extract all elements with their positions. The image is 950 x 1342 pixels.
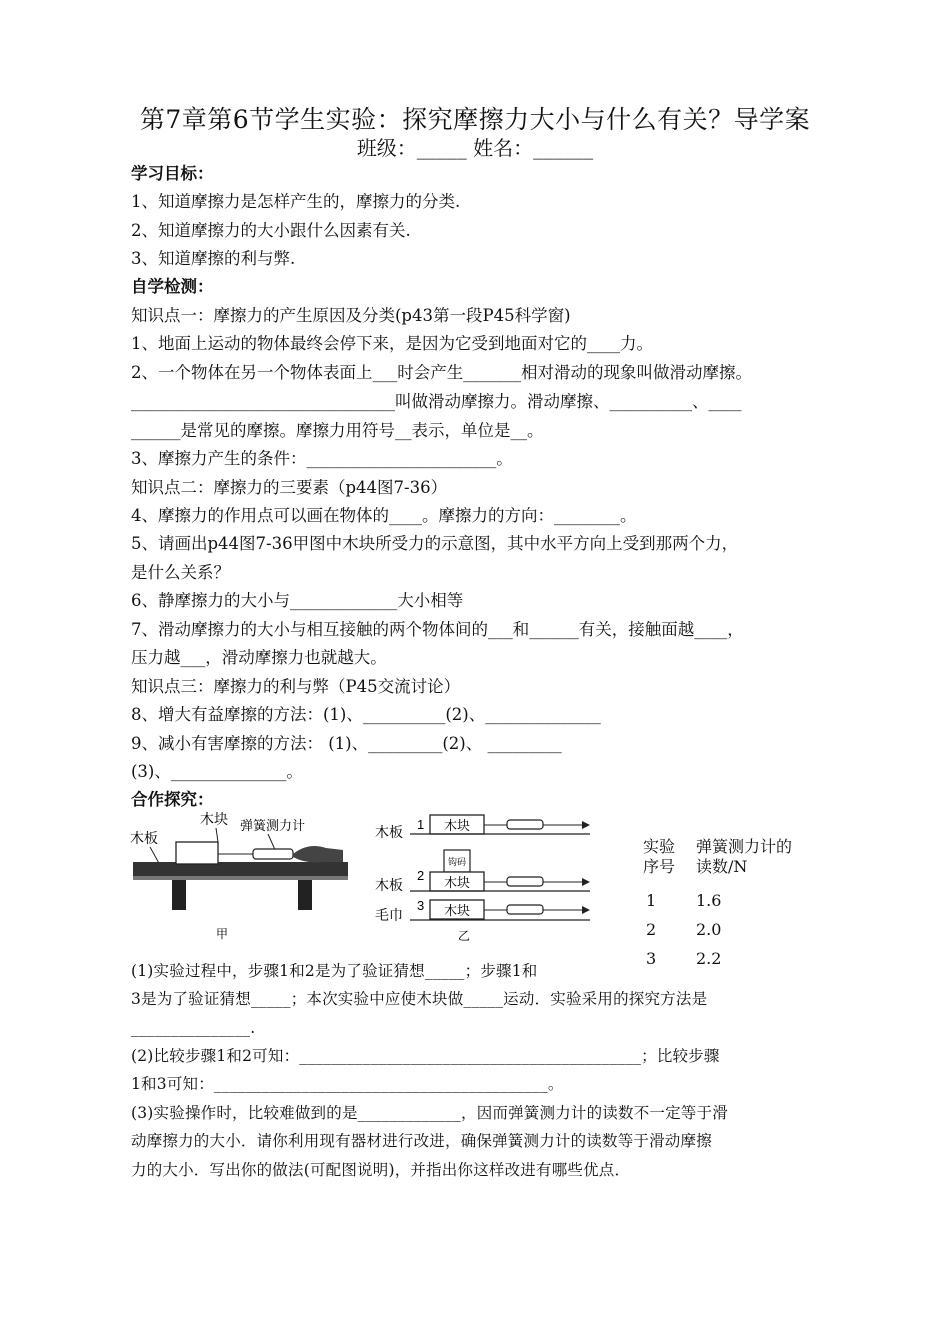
text-line: 3、知道摩擦的利与弊. (131, 249, 296, 268)
figure-a (128, 810, 353, 945)
text-line: 1、知道摩擦力是怎样产生的，摩擦力的分类. (131, 192, 461, 211)
hand-shape (293, 846, 343, 862)
text-line: 知识点二：摩擦力的三要素（p44图7-36） (131, 478, 448, 497)
spring-scale (507, 820, 543, 829)
block-label: 木块 (444, 818, 471, 833)
text-line: ______是常见的摩擦。摩擦力用符号__表示，单位是__。 (131, 421, 544, 440)
text-line: 2、知道摩擦力的大小跟什么因素有关. (131, 221, 411, 240)
question-line: (1)实验过程中，步骤1和2是为了验证猜想_____；步骤1和 (131, 962, 538, 980)
text-line: 2、一个物体在另一个物体表面上___时会产生_______相对滑动的现象叫做滑动摩擦。 (131, 363, 752, 382)
text-line: 6、静摩擦力的大小与_____________大小相等 (131, 591, 464, 610)
section-heading: 学习目标： (131, 164, 214, 183)
step-number: 1 (417, 817, 425, 832)
wood-block (176, 842, 218, 864)
text-line: 3、摩擦力产生的条件：_______________________。 (131, 449, 513, 468)
figure-b (372, 810, 597, 945)
spring-scale (507, 905, 543, 914)
spring-scale (507, 877, 543, 886)
question-line: 动摩擦力的大小．请你利用现有器材进行改进，确保弹簧测力计的读数等于滑动摩擦 (131, 1132, 712, 1150)
label-block: 木块 (200, 811, 228, 827)
arrow-head (582, 821, 590, 829)
text-line: 知识点一：摩擦力的产生原因及分类(p43第一段P45科学窗) (131, 306, 571, 325)
text-line: 8、增大有益摩擦的方法：(1)、__________(2)、______________ (131, 705, 601, 724)
section-heading: 合作探究： (131, 790, 214, 809)
text-line: (3)、______________。 (131, 762, 303, 781)
surface-label: 木板 (375, 824, 403, 840)
question-line: 3是为了验证猜想_____；本次实验中应使木块做_____运动．实验采用的探究方法是 (131, 990, 708, 1008)
spring-scale (253, 849, 293, 859)
text-line: 1、地面上运动的物体最终会停下来，是因为它受到地面对它的____力。 (131, 334, 653, 353)
text-line: 5、请画出p44图7-36甲图中木块所受力的示意图，其中水平方向上受到那两个力， (131, 534, 739, 553)
surface-label: 毛巾 (375, 907, 403, 923)
question-line: (3)实验操作时，比较难做到的是_____________，因而弹簧测力计的读数不一定等于滑 (131, 1104, 728, 1122)
header-reading-1: 弹簧测力计的 (696, 837, 793, 856)
text-line: ________________________________叫做滑动摩擦力。滑动摩擦、__________、____ (131, 392, 742, 411)
question-line: _______________. (131, 1019, 256, 1037)
label-meter: 弹簧测力计 (240, 818, 306, 833)
arrow-head (582, 906, 590, 914)
label-board: 木板 (130, 830, 158, 846)
question-line: (2)比较步骤1和2可知：___________________________________________；比较步骤 (131, 1047, 720, 1065)
board-edge (133, 876, 348, 880)
table-leg (172, 880, 186, 910)
arrow-head (582, 878, 590, 886)
row-step: 1 (646, 891, 657, 910)
table-leg (298, 880, 312, 910)
caption-b: 乙 (458, 929, 471, 943)
weight-label: 钩码 (447, 857, 467, 867)
step-number: 2 (417, 868, 425, 883)
surface-label: 木板 (375, 877, 403, 893)
row-step: 2 (646, 920, 657, 939)
row-step: 3 (646, 949, 657, 968)
question-line: 1和3可知：__________________________________________。 (131, 1075, 564, 1093)
row-reading: 2.0 (696, 920, 722, 939)
block-label: 木块 (444, 903, 471, 918)
text-line: 9、减小有害摩擦的方法： (1)、_________(2)、 _________ (131, 734, 562, 753)
text-line: 是什么关系？ (131, 563, 230, 582)
row-reading: 1.6 (696, 891, 722, 910)
header-step-1: 实验 (643, 837, 676, 856)
block-label: 木块 (444, 875, 471, 890)
question-line: 力的大小．写出你的做法(可配图说明)，并指出你这样改进有哪些优点． (131, 1161, 631, 1179)
text-line: 7、滑动摩擦力的大小与相互接触的两个物体间的___和______有关，接触面越____， (131, 620, 744, 639)
table-top (133, 862, 348, 876)
class-name-line: 班级：_____ 姓名：______ (356, 136, 594, 160)
text-line: 4、摩擦力的作用点可以画在物体的____。摩擦力的方向：________。 (131, 506, 637, 525)
header-step-2: 序号 (643, 857, 676, 876)
row-reading: 2.2 (696, 949, 722, 968)
page-title: 第7章第6节学生实验：探究摩擦力大小与什么有关？导学案 (139, 105, 811, 134)
block-pointer (216, 828, 218, 842)
caption-a: 甲 (216, 927, 229, 941)
header-reading-2: 读数/N (696, 857, 748, 876)
section-heading: 自学检测： (131, 277, 214, 296)
text-line: 压力越___，滑动摩擦力也就越大。 (131, 648, 387, 667)
step-number: 3 (417, 898, 425, 913)
text-line: 知识点三：摩擦力的利与弊（P45交流讨论） (131, 677, 461, 696)
